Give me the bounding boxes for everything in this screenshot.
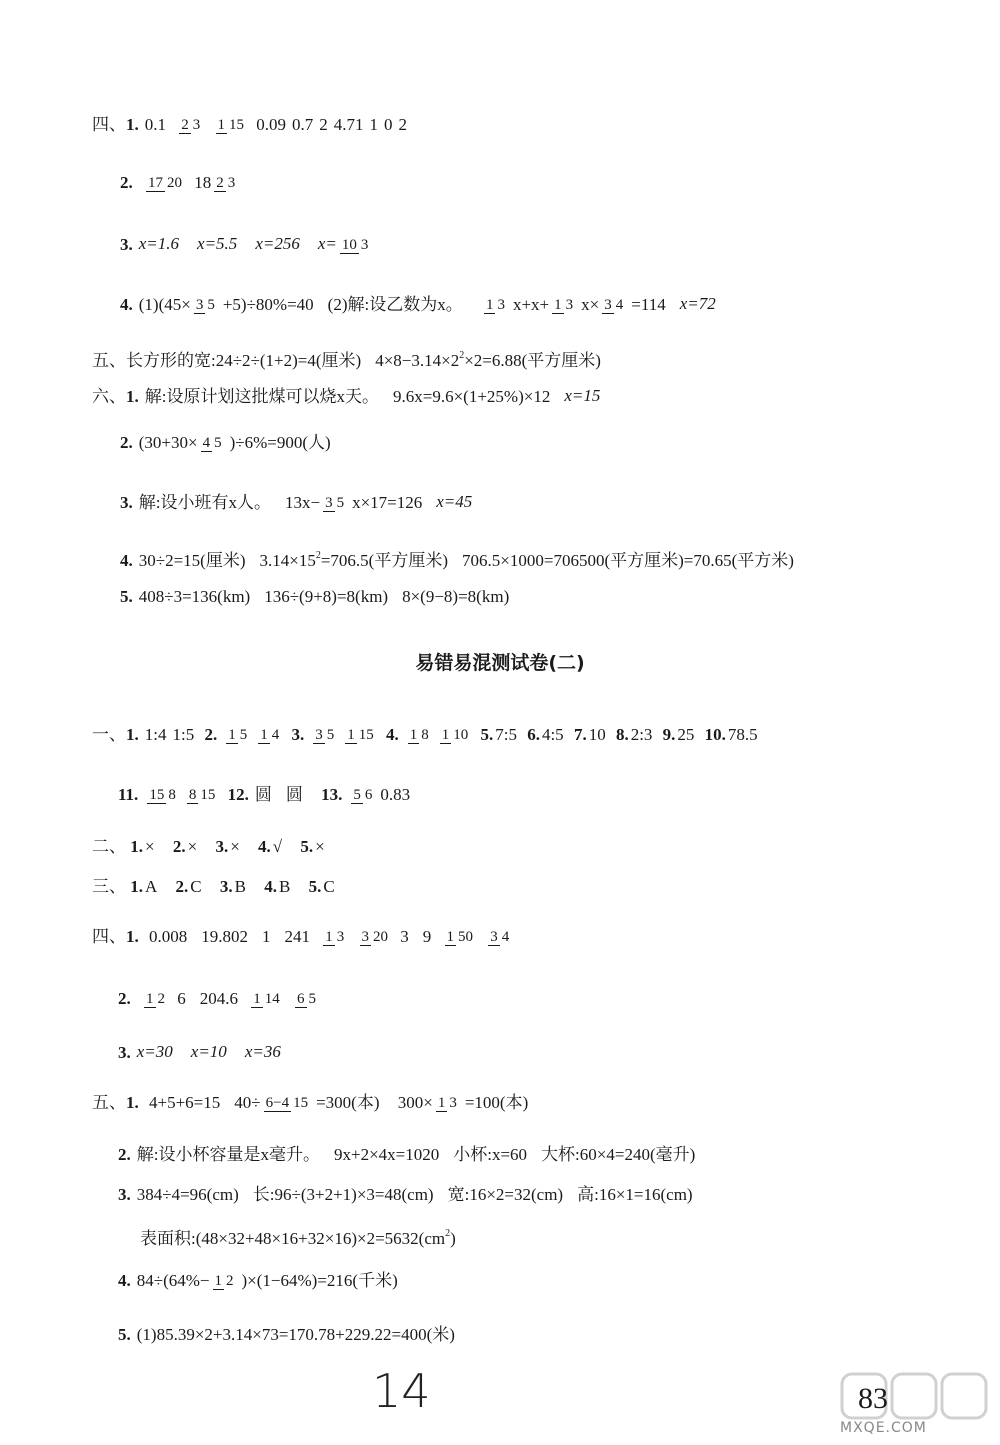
- numerator: 1: [554, 296, 562, 313]
- item-number: 10.: [704, 725, 726, 745]
- expr: 384÷4=96(cm): [136, 1185, 239, 1205]
- s2-q5-3-surface: [140, 1222, 462, 1251]
- numerator: 6−4: [265, 1094, 290, 1111]
- answer: 0.008: [149, 927, 188, 947]
- fraction: [351, 787, 374, 804]
- answer: 1:4: [144, 725, 167, 745]
- expr: )÷6%=900(人): [229, 433, 331, 453]
- denominator: 5: [308, 990, 316, 1007]
- denominator: 5: [326, 726, 335, 743]
- handwritten-page-mark: 14: [372, 1364, 431, 1418]
- answer: ×: [230, 837, 240, 857]
- s2-q5-2: [118, 1142, 701, 1167]
- fraction: [194, 297, 217, 314]
- fraction: [602, 297, 625, 314]
- fraction: [213, 1273, 236, 1290]
- answer: x=15: [564, 386, 601, 405]
- numerator: 3: [490, 928, 498, 945]
- answer: x=1.6: [138, 234, 180, 253]
- numerator: 1: [485, 296, 494, 313]
- item-number: 5.: [120, 587, 133, 607]
- answer: 4:5: [541, 725, 564, 745]
- s1-q4-1: [92, 112, 413, 137]
- expr: 9x+2×4x=1020: [333, 1145, 440, 1165]
- expr: 9.6x=9.6×(1+25%)×12: [392, 387, 551, 407]
- answer: 圆: [254, 785, 272, 805]
- item-number: 1.: [126, 725, 139, 745]
- answer: 241: [284, 927, 310, 947]
- item-number: 4.: [264, 877, 277, 897]
- expr: 84÷(64%−: [136, 1271, 210, 1291]
- denominator: 3: [497, 296, 505, 313]
- answer: 2: [398, 115, 407, 135]
- denominator: 3: [449, 1094, 457, 1111]
- denominator: 5: [336, 494, 345, 511]
- numerator: 5: [353, 786, 361, 803]
- denominator: 2: [226, 1272, 234, 1289]
- s2-q2: [92, 834, 331, 859]
- numerator: 3: [195, 296, 204, 313]
- item-number: 4.: [120, 550, 133, 570]
- superscript: 2: [445, 1228, 451, 1239]
- expr: x×17=126: [352, 493, 423, 513]
- answer: B: [234, 877, 246, 897]
- denominator: 3: [360, 236, 369, 253]
- denominator: 3: [192, 116, 201, 133]
- item-number: 3.: [219, 877, 233, 897]
- answer: x=45: [436, 492, 473, 511]
- whole-part: 18: [194, 173, 212, 193]
- numerator: 1: [409, 726, 418, 743]
- numerator: 3: [361, 928, 369, 945]
- answer: 0.7: [292, 115, 314, 135]
- expr: 解:设原计划这批煤可以烧x天。: [144, 387, 379, 407]
- numerator: 17: [148, 174, 163, 191]
- denominator: 3: [565, 296, 574, 313]
- answer: 204.6: [199, 989, 238, 1009]
- expr: ): [450, 1228, 456, 1248]
- s2-q3: [92, 874, 341, 899]
- fraction: [436, 1095, 459, 1112]
- answer: A: [145, 877, 158, 897]
- item-number: 3.: [120, 493, 133, 513]
- expr: 4×8−3.14×2: [375, 350, 460, 370]
- denominator: 15: [293, 1094, 309, 1111]
- answer: 0.1: [144, 115, 166, 135]
- numerator: 3: [325, 494, 333, 511]
- numerator: 1: [146, 990, 154, 1007]
- answer: C: [190, 877, 202, 897]
- denominator: 3: [336, 928, 345, 945]
- fraction: [552, 297, 575, 314]
- item-number: 2.: [118, 1145, 131, 1165]
- denominator: 4: [615, 296, 624, 313]
- expr: 大杯:60×4=240(毫升): [541, 1145, 696, 1165]
- answer: C: [323, 877, 335, 897]
- answer: 1:5: [172, 725, 195, 745]
- test-title: 易错易混测试卷(二): [415, 652, 585, 674]
- item-number: 2.: [118, 989, 131, 1009]
- answer: ×: [187, 837, 198, 857]
- answer: 7:5: [495, 725, 517, 745]
- section-label: 六、: [92, 387, 126, 407]
- answer: 78.5: [727, 725, 758, 745]
- item-number: 6.: [527, 725, 540, 745]
- answer: ×: [145, 837, 155, 857]
- denominator: 5: [214, 434, 222, 451]
- numerator: 1: [437, 1094, 446, 1111]
- numerator: 3: [315, 726, 323, 743]
- numerator: 6: [297, 990, 305, 1007]
- denominator: 20: [373, 928, 388, 945]
- fraction: [216, 117, 247, 134]
- expr: 300×: [397, 1093, 433, 1113]
- item-number: 2.: [120, 173, 133, 193]
- answer: 0: [384, 115, 393, 135]
- numerator: 1: [217, 116, 225, 133]
- fraction: [226, 727, 249, 744]
- answer: 0.09: [256, 115, 286, 135]
- expr: x×: [581, 295, 600, 315]
- expr: x+x+: [512, 295, 550, 315]
- numerator: 4: [202, 434, 211, 451]
- answer: 25: [677, 725, 695, 745]
- numerator: 3: [604, 296, 612, 313]
- denominator: 15: [200, 786, 216, 803]
- expr: )×(1−64%)=216(千米): [241, 1271, 398, 1291]
- item-number: 4.: [120, 295, 133, 315]
- s2-q1-line1: [92, 722, 764, 747]
- s1-q4-2: [120, 170, 243, 195]
- item-number: 1.: [126, 1093, 139, 1113]
- s2-q5-5: [118, 1322, 461, 1347]
- answer: 10: [588, 725, 606, 745]
- denominator: 6: [364, 786, 373, 803]
- fraction: [408, 727, 431, 744]
- s2-q1-line2: [118, 782, 416, 807]
- fraction: [146, 175, 184, 192]
- fraction: [147, 787, 178, 804]
- answer: x=: [317, 234, 337, 253]
- expr: 40÷: [234, 1093, 261, 1113]
- fraction: [484, 297, 507, 314]
- fraction: [345, 727, 376, 744]
- fraction: [295, 991, 318, 1008]
- item-number: 2.: [204, 725, 218, 745]
- numerator: 1: [446, 928, 454, 945]
- answer: 3: [400, 927, 409, 947]
- numerator: 1: [441, 726, 450, 743]
- s1-q6-1: [92, 384, 600, 409]
- numerator: 8: [188, 786, 197, 803]
- expr: 长:96÷(3+2+1)×3=48(cm): [252, 1185, 434, 1205]
- fraction: [264, 1095, 310, 1112]
- superscript: 2: [315, 550, 321, 561]
- expr: (1)(45×: [138, 295, 191, 315]
- denominator: 3: [227, 174, 236, 191]
- s1-q6-3: [120, 490, 472, 515]
- item-number: 3.: [118, 1043, 131, 1063]
- denominator: 4: [501, 928, 510, 945]
- item-number: 13.: [321, 785, 343, 805]
- denominator: 15: [229, 116, 244, 133]
- s2-q4-2: [118, 986, 324, 1011]
- expr: 解:设小杯容量是x毫升。: [136, 1145, 320, 1165]
- denominator: 4: [271, 726, 280, 743]
- expr: 4+5+6=15: [149, 1093, 221, 1113]
- s1-q6-2: [120, 430, 337, 455]
- answer: x=256: [255, 234, 300, 253]
- answer: √: [272, 837, 283, 857]
- s1-q5: [92, 344, 607, 373]
- expr: 3.14×15: [259, 550, 316, 570]
- item-number: 4.: [118, 1271, 131, 1291]
- expr: 136÷(9+8)=8(km): [264, 587, 389, 607]
- expr: 长方形的宽:24÷2÷(1+2)=4(厘米): [126, 350, 362, 370]
- answer: x=10: [190, 1042, 227, 1061]
- item-number: 11.: [118, 785, 139, 805]
- denominator: 50: [458, 928, 473, 945]
- item-number: 12.: [227, 785, 249, 805]
- fraction: [258, 727, 281, 744]
- s2-q5-1: [92, 1090, 534, 1115]
- item-number: 2.: [175, 877, 189, 897]
- numerator: 1: [347, 726, 355, 743]
- denominator: 8: [168, 786, 176, 803]
- denominator: 15: [358, 726, 374, 743]
- item-number: 2.: [120, 433, 133, 453]
- numerator: 10: [341, 236, 357, 253]
- answer: ×: [315, 837, 325, 857]
- expr: (2)解:设乙数为x。: [327, 295, 463, 315]
- fraction: [488, 929, 511, 946]
- fraction: [340, 237, 371, 254]
- expr: 宽:16×2=32(cm): [447, 1185, 564, 1205]
- answer: x=36: [244, 1042, 281, 1061]
- fraction: [251, 991, 282, 1008]
- item-number: 1.: [126, 387, 139, 407]
- item-number: 1.: [130, 877, 143, 897]
- expr: 8×(9−8)=8(km): [402, 587, 510, 607]
- fraction: [179, 117, 202, 134]
- answer: x=72: [679, 294, 716, 313]
- item-number: 5.: [308, 877, 322, 897]
- item-number: 3.: [291, 725, 305, 745]
- item-number: 7.: [573, 725, 587, 745]
- s1-q6-4: [120, 544, 800, 573]
- item-number: 2.: [172, 837, 186, 857]
- denominator: 5: [207, 296, 215, 313]
- expr: ×2=6.88(平方厘米): [464, 350, 601, 370]
- denominator: 14: [264, 990, 280, 1007]
- section-label: 三、: [92, 877, 126, 897]
- answer: 2: [319, 115, 328, 135]
- item-number: 1.: [130, 837, 143, 857]
- fraction: [360, 929, 391, 946]
- section-label: 五、: [92, 1093, 126, 1113]
- section-label: 四、: [92, 927, 126, 947]
- section-label: 二、: [92, 837, 126, 857]
- fraction: [313, 727, 336, 744]
- numerator: 1: [228, 726, 236, 743]
- expr: 30÷2=15(厘米): [138, 550, 246, 570]
- expr: +5)÷80%=40: [222, 295, 314, 315]
- expr: 小杯:x=60: [453, 1145, 528, 1165]
- answer: 6: [177, 989, 186, 1009]
- watermark-text: MXQE.COM: [840, 1420, 927, 1436]
- answer: 2:3: [630, 725, 653, 745]
- expr: =100(本): [464, 1093, 529, 1113]
- s1-q4-3: [120, 232, 376, 257]
- fraction: [144, 991, 167, 1008]
- s2-q5-4: [118, 1268, 404, 1293]
- superscript: 2: [459, 350, 465, 361]
- numerator: 1: [325, 928, 333, 945]
- item-number: 3.: [118, 1185, 131, 1205]
- numerator: 1: [214, 1272, 222, 1289]
- item-number: 3.: [215, 837, 229, 857]
- answer: 9: [422, 927, 432, 947]
- item-number: 5.: [480, 725, 494, 745]
- fraction: [214, 175, 237, 192]
- expr: 706.5×1000=706500(平方厘米)=70.65(平方米): [462, 550, 794, 570]
- answer: 0.83: [380, 785, 411, 805]
- answer: 19.802: [201, 927, 248, 947]
- expr: 表面积:(48×32+48×16+32×16)×2=5632(cm: [140, 1228, 446, 1248]
- denominator: 2: [157, 990, 165, 1007]
- expr: (30+30×: [138, 433, 198, 453]
- expr: 408÷3=136(km): [138, 587, 251, 607]
- item-number: 4.: [385, 725, 399, 745]
- numerator: 1: [260, 726, 268, 743]
- numerator: 1: [253, 990, 261, 1007]
- answer: 1: [369, 115, 378, 135]
- expr: 高:16×1=16(cm): [577, 1185, 693, 1205]
- expr: 13x−: [284, 493, 321, 513]
- expr: (1)85.39×2+3.14×73=170.78+229.22=400(米): [136, 1325, 455, 1345]
- fraction: [323, 495, 346, 512]
- item-number: 9.: [662, 725, 676, 745]
- answer: 圆: [285, 785, 303, 805]
- expr: =300(本): [316, 1093, 380, 1113]
- answer: B: [278, 877, 291, 897]
- answer: x=30: [136, 1042, 173, 1061]
- fraction: [187, 787, 218, 804]
- fraction: [440, 727, 471, 744]
- numerator: 15: [149, 786, 165, 803]
- page-number: 83: [858, 1382, 888, 1415]
- answer: x=5.5: [197, 234, 238, 253]
- denominator: 8: [421, 726, 429, 743]
- item-number: 4.: [258, 837, 271, 857]
- s2-q4-1: [92, 924, 517, 949]
- numerator: 2: [216, 174, 224, 191]
- item-number: 1.: [126, 927, 139, 947]
- denominator: 10: [453, 726, 469, 743]
- section-label: 四、: [92, 115, 126, 135]
- section-label: 五、: [92, 350, 126, 370]
- item-number: 5.: [118, 1325, 131, 1345]
- s2-q4-3: [118, 1040, 281, 1065]
- s2-q5-3: [118, 1182, 699, 1207]
- expr: 解:设小班有x人。: [138, 493, 271, 513]
- item-number: 8.: [615, 725, 629, 745]
- denominator: 5: [239, 726, 248, 743]
- s1-q4-4: [120, 292, 716, 317]
- answer: 1: [262, 927, 271, 947]
- section-label: 一、: [92, 725, 126, 745]
- fraction: [201, 435, 224, 452]
- fraction: [323, 929, 346, 946]
- answer: 4.71: [333, 115, 364, 135]
- item-number: 3.: [120, 235, 133, 255]
- item-number: 1.: [126, 115, 139, 135]
- fraction: [445, 929, 476, 946]
- denominator: 20: [167, 174, 182, 191]
- expr: =706.5(平方厘米): [320, 550, 449, 570]
- item-number: 5.: [300, 837, 314, 857]
- expr: =114: [631, 295, 666, 315]
- numerator: 2: [181, 116, 189, 133]
- s1-q6-5: [120, 584, 515, 609]
